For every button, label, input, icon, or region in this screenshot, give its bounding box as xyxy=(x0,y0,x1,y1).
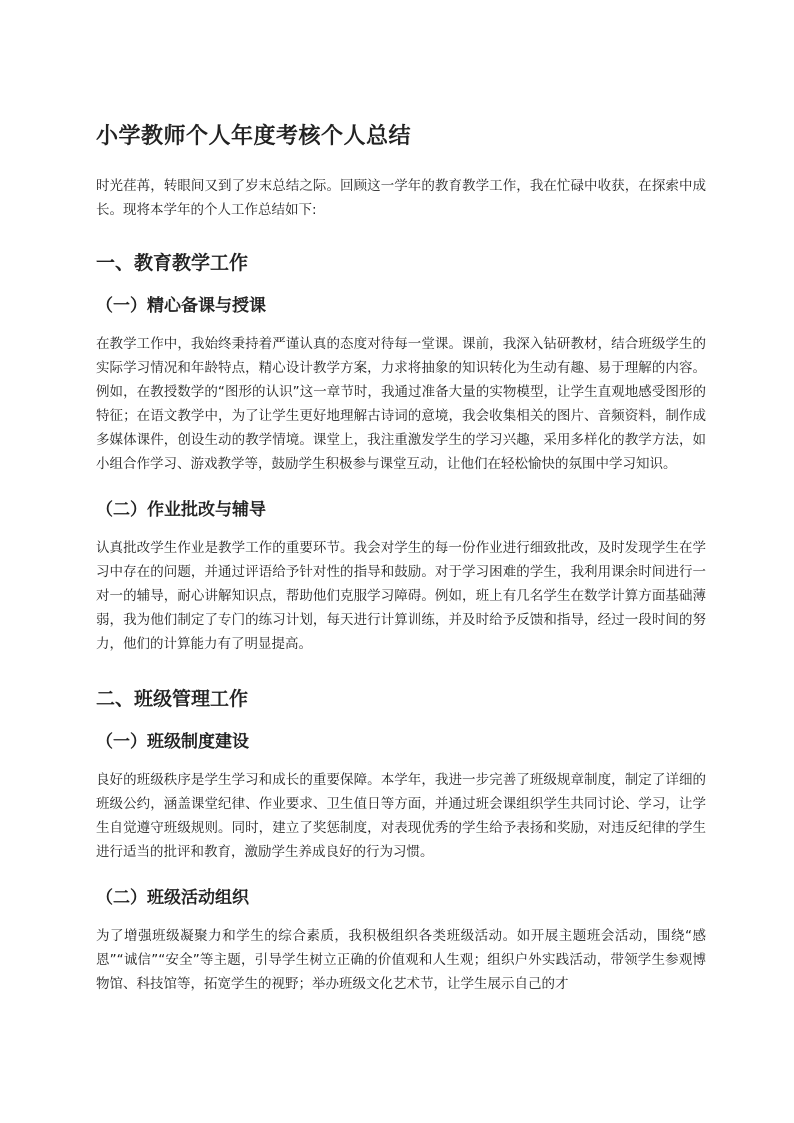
paragraph-class-rules: 良好的班级秩序是学生学习和成长的重要保障。本学年，我进一步完善了班级规章制度，制定了详细的班级公约，涵盖课堂纪律、作业要求、卫生值日等方面，并通过班会课组织学生共同讨论、学习，让学生自觉遵守班级规则。同时，建立了奖惩制度，对表现优秀的学生给予表扬和奖励，对违反纪律的学生进行适当的批评和教育，激励学生养成良好的行为习惯。 xyxy=(96,772,706,860)
subsection-heading-class-activities: （二）班级活动组织 xyxy=(96,888,249,908)
section-heading-class-management: 二、班级管理工作 xyxy=(96,688,249,710)
section-heading-teaching: 一、教育教学工作 xyxy=(96,252,249,274)
paragraph-lesson-prep: 在教学工作中，我始终秉持着严谨认真的态度对待每一堂课。课前，我深入钻研教材，结合班级学生的实际学习情况和年龄特点，精心设计教学方案，力求将抽象的知识转化为生动有趣、易于理解的内容。例如，在教授数学的“图形的认识”这一章节时，我通过准备大量的实物模型，让学生直观地感受图形的特征；在语文教学中，为了让学生更好地理解古诗词的意境，我会收集相关的图片、音频资料，制作成多媒体课件，创设生动的教学情境。课堂上，我注重激发学生的学习兴趣，采用多样化的教学方法，如小组合作学习、游戏教学等，鼓励学生积极参与课堂互动，让他们在轻松愉快的氛围中学习知识。 xyxy=(96,336,706,472)
paragraph-homework: 认真批改学生作业是教学工作的重要环节。我会对学生的每一份作业进行细致批改，及时发现学生在学习中存在的问题，并通过评语给予针对性的指导和鼓励。对于学习困难的学生，我利用课余时间进行一对一的辅导，耐心讲解知识点，帮助他们克服学习障碍。例如，班上有几名学生在数学计算方面基础薄弱，我为他们制定了专门的练习计划，每天进行计算训练，并及时给予反馈和指导，经过一段时间的努力，他们的计算能力有了明显提高。 xyxy=(96,540,706,652)
paragraph-class-activities: 为了增强班级凝聚力和学生的综合素质，我积极组织各类班级活动。如开展主题班会活动，围绕“感恩”“诚信”“安全”等主题，引导学生树立正确的价值观和人生观；组织户外实践活动，带领学生参观博物馆、科技馆等，拓宽学生的视野；举办班级文化艺术节，让学生展示自己的才 xyxy=(96,928,706,992)
subsection-heading-lesson-prep: （一）精心备课与授课 xyxy=(96,296,266,316)
document-title: 小学教师个人年度考核个人总结 xyxy=(96,124,412,149)
intro-paragraph: 时光荏苒，转眼间又到了岁末总结之际。回顾这一学年的教育教学工作，我在忙碌中收获，在探索中成长。现将本学年的个人工作总结如下: xyxy=(96,178,706,218)
document-page xyxy=(96,118,706,1016)
subsection-heading-class-rules: （一）班级制度建设 xyxy=(96,732,249,752)
subsection-heading-homework: （二）作业批改与辅导 xyxy=(96,500,266,520)
